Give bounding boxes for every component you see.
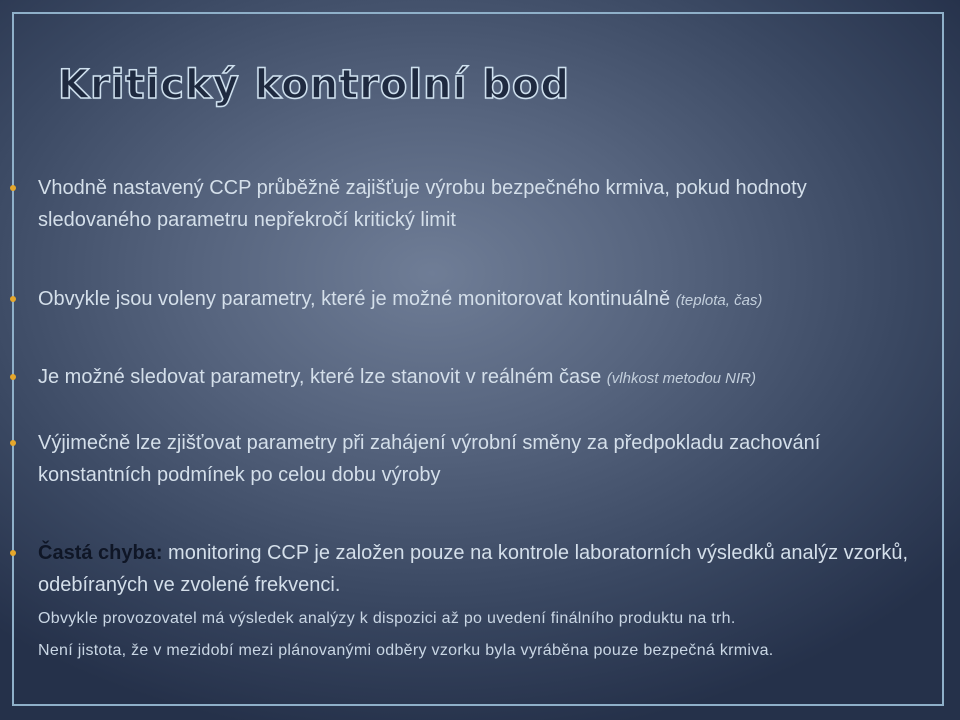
bullet-text: Vhodně nastavený CCP průběžně zajišťuje výrobu bezpečného krmiva, pokud hodnoty sledovaného parametru nepřekročí kritický limit (38, 177, 807, 231)
bullet-dot-icon (10, 550, 16, 556)
bullet-text: Je možné sledovat parametry, které lze stanovit v reálném čase (38, 366, 607, 388)
bullet-item (38, 537, 918, 601)
bullet-note: (vlhkost metodou NIR) (606, 370, 756, 387)
bullet-dot-icon (10, 185, 16, 191)
bullet-item (38, 172, 918, 236)
sub-line: Není jistota, že v mezidobí mezi plánovanými odběry vzorku byla vyráběna pouze bezpečná krmiva. (38, 642, 774, 659)
bullet-text: Výjimečně lze zjišťovat parametry při zahájení výrobní směny za předpokladu zachování konstantních podmínek po celou dobu výroby (38, 432, 821, 486)
bullet-dot-icon (10, 440, 16, 446)
bullet-text: Obvykle jsou voleny parametry, které je možné monitorovat kontinuálně (38, 288, 676, 310)
sub-line: Obvykle provozovatel má výsledek analýzy k dispozici až po uvedení finálního produktu na trh. (38, 610, 736, 627)
bullet-dot-icon (10, 296, 16, 302)
slide-frame (12, 12, 944, 706)
bullet-item (38, 361, 918, 395)
bullet-strong-text: Častá chyba: (38, 542, 163, 564)
bullet-dot-icon (10, 374, 16, 380)
bullet-text: monitoring CCP je založen pouze na kontrole laboratorních výsledků analýz vzorků, odebíraných ve zvolené frekvenci. (38, 542, 909, 596)
slide-title: Kritický kontrolní bod (58, 62, 570, 108)
bullet-item (38, 427, 918, 491)
bullet-item (38, 283, 918, 317)
bullet-note: (teplota, čas) (675, 292, 763, 309)
